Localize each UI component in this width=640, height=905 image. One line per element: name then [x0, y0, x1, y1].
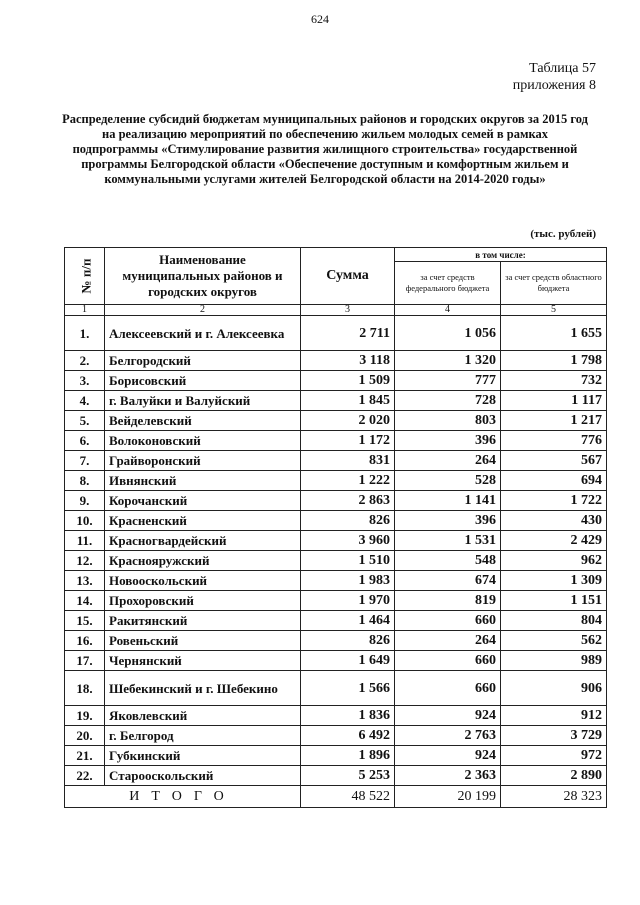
table-row	[65, 766, 607, 786]
row-name: г. Белгород	[105, 726, 301, 746]
table-row	[65, 706, 607, 726]
row-number: 6.	[65, 431, 105, 451]
row-sum: 1 845	[301, 391, 395, 411]
row-sum: 1 222	[301, 471, 395, 491]
header-federal: за счет средств федерального бюджета	[395, 262, 501, 305]
row-sum: 1 566	[301, 671, 395, 706]
row-name: г. Валуйки и Валуйский	[105, 391, 301, 411]
row-federal: 1 320	[395, 351, 501, 371]
row-federal: 528	[395, 471, 501, 491]
row-regional: 2 890	[501, 766, 607, 786]
row-federal: 660	[395, 611, 501, 631]
row-sum: 3 960	[301, 531, 395, 551]
row-regional: 3 729	[501, 726, 607, 746]
row-sum: 826	[301, 631, 395, 651]
row-federal: 777	[395, 371, 501, 391]
row-federal: 396	[395, 511, 501, 531]
row-sum: 1 983	[301, 571, 395, 591]
table-row	[65, 726, 607, 746]
row-number: 3.	[65, 371, 105, 391]
table-row	[65, 611, 607, 631]
row-number: 12.	[65, 551, 105, 571]
table-row	[65, 411, 607, 431]
row-federal: 1 056	[395, 316, 501, 351]
row-federal: 728	[395, 391, 501, 411]
table-reference	[513, 60, 596, 94]
row-number: 18.	[65, 671, 105, 706]
table-row	[65, 351, 607, 371]
table-row	[65, 651, 607, 671]
table-row	[65, 571, 607, 591]
column-index: 4	[395, 305, 501, 316]
row-regional: 962	[501, 551, 607, 571]
row-name: Борисовский	[105, 371, 301, 391]
row-regional: 1 151	[501, 591, 607, 611]
row-regional: 2 429	[501, 531, 607, 551]
row-regional: 567	[501, 451, 607, 471]
row-sum: 1 896	[301, 746, 395, 766]
row-sum: 831	[301, 451, 395, 471]
row-name: Вейделевский	[105, 411, 301, 431]
row-sum: 6 492	[301, 726, 395, 746]
row-federal: 660	[395, 671, 501, 706]
row-regional: 732	[501, 371, 607, 391]
appendix-label: приложения 8	[512, 78, 596, 93]
row-number: 2.	[65, 351, 105, 371]
header-name: Наименование муниципальных районов и городских округов	[105, 248, 301, 305]
table-row	[65, 491, 607, 511]
column-index: 3	[301, 305, 395, 316]
row-federal: 803	[395, 411, 501, 431]
row-sum: 2 020	[301, 411, 395, 431]
row-sum: 5 253	[301, 766, 395, 786]
row-name: Яковлевский	[105, 706, 301, 726]
row-sum: 3 118	[301, 351, 395, 371]
row-federal: 1 141	[395, 491, 501, 511]
row-regional: 1 309	[501, 571, 607, 591]
row-regional: 562	[501, 631, 607, 651]
total-sum: 48 522	[301, 786, 395, 808]
table-row	[65, 431, 607, 451]
row-number: 1.	[65, 316, 105, 351]
row-number: 15.	[65, 611, 105, 631]
row-name: Краснояружский	[105, 551, 301, 571]
row-sum: 1 970	[301, 591, 395, 611]
total-federal: 20 199	[395, 786, 501, 808]
header-regional: за счет средств областного бюджета	[501, 262, 607, 305]
row-regional: 804	[501, 611, 607, 631]
column-index: 5	[501, 305, 607, 316]
total-regional: 28 323	[501, 786, 607, 808]
row-name: Красненский	[105, 511, 301, 531]
table-row	[65, 746, 607, 766]
document-title: Распределение субсидий бюджетам муниципальных районов и городских округов за 2015 год на реализацию мероприятий по обеспечению жильем молодых семей в рамках подпрограммы «Стимулирование развития жилищного строительства» государственной программы Белгородской области «Обеспечение доступным и комфортным жильем и коммунальными услугами жителей Белгородской области на 2014-2020 годы»	[62, 112, 588, 186]
row-federal: 264	[395, 631, 501, 651]
row-number: 7.	[65, 451, 105, 471]
table-row	[65, 451, 607, 471]
row-number: 22.	[65, 766, 105, 786]
row-federal: 2 363	[395, 766, 501, 786]
subsidy-table	[64, 247, 607, 808]
row-name: Корочанский	[105, 491, 301, 511]
row-sum: 1 509	[301, 371, 395, 391]
row-sum: 2 711	[301, 316, 395, 351]
page-number: 624	[311, 12, 329, 26]
table-row	[65, 511, 607, 531]
row-regional: 1 655	[501, 316, 607, 351]
row-name: Белгородский	[105, 351, 301, 371]
row-name: Алексеевский и г. Алексеевка	[105, 316, 301, 351]
row-regional: 1 722	[501, 491, 607, 511]
table-row	[65, 551, 607, 571]
row-regional: 776	[501, 431, 607, 451]
row-regional: 972	[501, 746, 607, 766]
row-name: Ракитянский	[105, 611, 301, 631]
row-number: 13.	[65, 571, 105, 591]
header-number: № п/п	[65, 248, 105, 305]
total-row	[65, 786, 607, 808]
row-regional: 906	[501, 671, 607, 706]
row-name: Чернянский	[105, 651, 301, 671]
table-row	[65, 531, 607, 551]
row-federal: 548	[395, 551, 501, 571]
table-row	[65, 471, 607, 491]
header-sum: Сумма	[301, 248, 395, 305]
row-federal: 674	[395, 571, 501, 591]
row-regional: 912	[501, 706, 607, 726]
column-index-row	[65, 305, 607, 316]
row-number: 9.	[65, 491, 105, 511]
row-federal: 1 531	[395, 531, 501, 551]
row-sum: 2 863	[301, 491, 395, 511]
total-label: ИТОГО	[65, 786, 301, 808]
row-name: Старооскольский	[105, 766, 301, 786]
row-regional: 1 217	[501, 411, 607, 431]
row-name: Ивнянский	[105, 471, 301, 491]
row-number: 16.	[65, 631, 105, 651]
row-federal: 819	[395, 591, 501, 611]
row-name: Губкинский	[105, 746, 301, 766]
table-row	[65, 371, 607, 391]
row-regional: 694	[501, 471, 607, 491]
row-regional: 989	[501, 651, 607, 671]
table-body	[65, 316, 607, 786]
row-name: Волоконовский	[105, 431, 301, 451]
row-number: 17.	[65, 651, 105, 671]
row-sum: 1 464	[301, 611, 395, 631]
column-index: 2	[105, 305, 301, 316]
row-number: 10.	[65, 511, 105, 531]
row-number: 11.	[65, 531, 105, 551]
row-number: 14.	[65, 591, 105, 611]
table-row	[65, 316, 607, 351]
row-sum: 1 172	[301, 431, 395, 451]
row-number: 4.	[65, 391, 105, 411]
row-number: 5.	[65, 411, 105, 431]
row-federal: 924	[395, 746, 501, 766]
row-federal: 396	[395, 431, 501, 451]
row-regional: 1 798	[501, 351, 607, 371]
row-sum: 826	[301, 511, 395, 531]
row-federal: 2 763	[395, 726, 501, 746]
row-sum: 1 649	[301, 651, 395, 671]
row-name: Шебекинский и г. Шебекино	[105, 671, 301, 706]
table-row	[65, 671, 607, 706]
row-regional: 1 117	[501, 391, 607, 411]
table-label: Таблица 57	[529, 61, 596, 76]
row-sum: 1 836	[301, 706, 395, 726]
row-name: Грайворонский	[105, 451, 301, 471]
table-row	[65, 391, 607, 411]
row-federal: 264	[395, 451, 501, 471]
row-number: 21.	[65, 746, 105, 766]
row-number: 19.	[65, 706, 105, 726]
table-row	[65, 631, 607, 651]
column-index: 1	[65, 305, 105, 316]
row-number: 8.	[65, 471, 105, 491]
row-sum: 1 510	[301, 551, 395, 571]
row-name: Новооскольский	[105, 571, 301, 591]
row-regional: 430	[501, 511, 607, 531]
units-label: (тыс. рублей)	[530, 228, 596, 240]
row-name: Красногвардейский	[105, 531, 301, 551]
row-federal: 924	[395, 706, 501, 726]
row-federal: 660	[395, 651, 501, 671]
header-including: в том числе:	[395, 248, 607, 262]
row-name: Прохоровский	[105, 591, 301, 611]
row-name: Ровеньский	[105, 631, 301, 651]
table-row	[65, 591, 607, 611]
row-number: 20.	[65, 726, 105, 746]
